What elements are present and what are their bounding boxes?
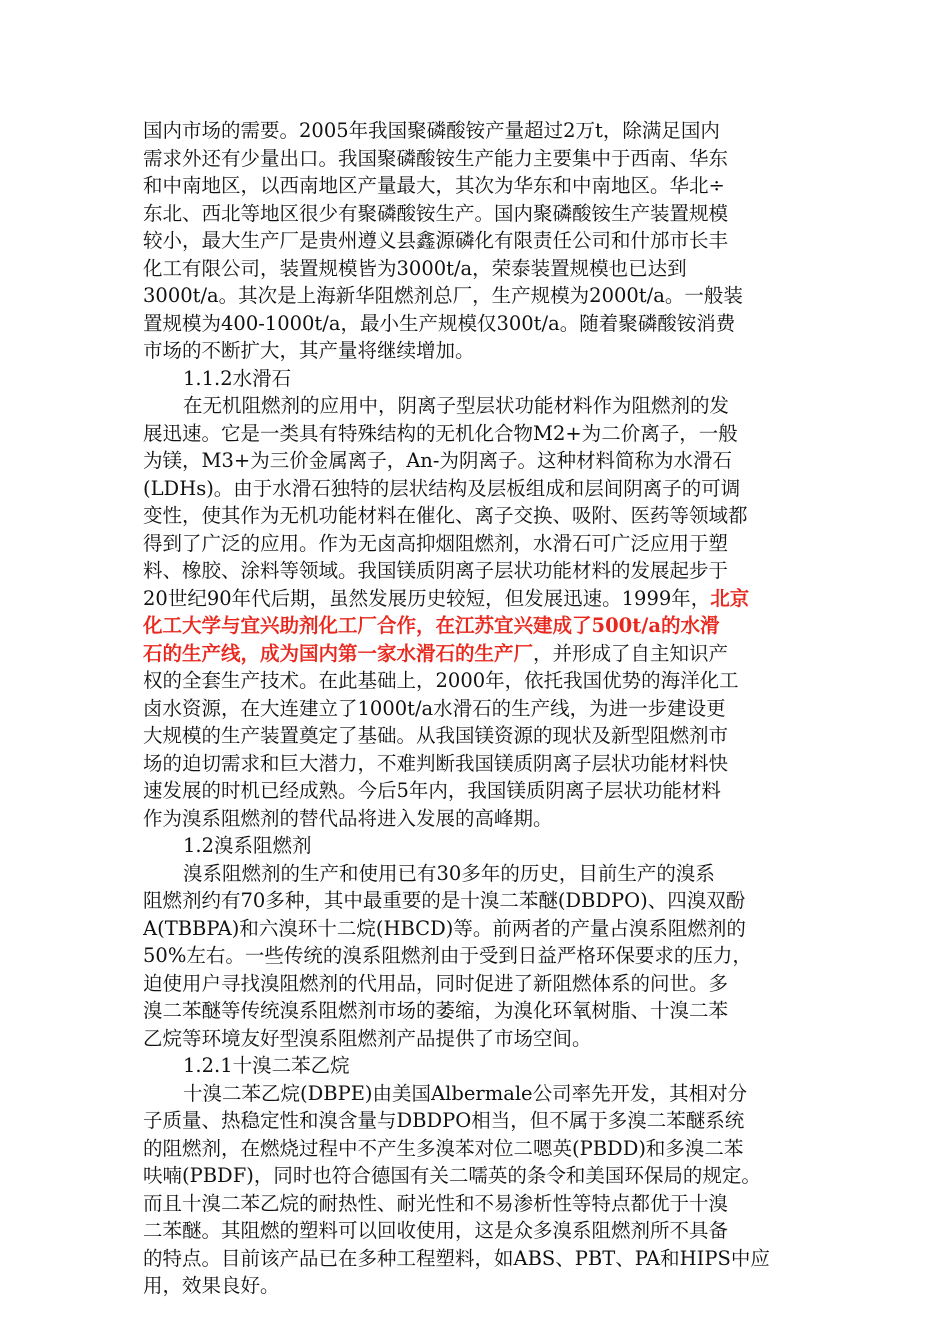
paragraph-first-line: 在无机阻燃剂的应用中，阴离子型层状功能材料作为阻燃剂的发	[183, 394, 730, 417]
text-span: 20世纪90年代后期，虽然发展历史较短，但发展迅速。1999年，	[143, 586, 711, 610]
text-line: 变性，使其作为无机功能材料在催化、离子交换、吸附、医药等领域都	[143, 504, 748, 527]
section-heading: 1.2.1十溴二苯乙烷	[183, 1054, 350, 1077]
text-line: 为镁，M3+为三价金属离子，An-为阴离子。这种材料简称为水滑石	[143, 449, 732, 472]
text-line: 得到了广泛的应用。作为无卤高抑烟阻燃剂，水滑石可广泛应用于塑	[143, 531, 729, 555]
text-line: 和中南地区，以西南地区产量最大，其次为华东和中南地区。华北÷	[143, 174, 725, 197]
text-line: 用，效果良好。	[143, 1274, 280, 1297]
section-heading: 1.2溴系阻燃剂	[183, 834, 312, 857]
text-line: 速发展的时机已经成熟。今后5年内，我国镁质阴离子层状功能材料	[143, 779, 721, 802]
text-line: 作为溴系阻燃剂的替代品将进入发展的高峰期。	[143, 806, 553, 830]
text-line: 需求外还有少量出口。我国聚磷酸铵生产能力主要集中于西南、华东	[143, 146, 729, 170]
text-line: 子质量、热稳定性和溴含量与DBDPO相当，但不属于多溴二苯醚系统	[143, 1109, 745, 1132]
text-line: 场的迫切需求和巨大潜力，不难判断我国镁质阴离子层状功能材料快	[143, 751, 729, 775]
text-line: A(TBBPA)和六溴环十二烷(HBCD)等。前两者的产量占溴系阻燃剂的	[143, 916, 746, 940]
text-line: (LDHs)。由于水滑石独特的层状结构及层板组成和层间阴离子的可调	[143, 476, 741, 500]
text-line	[143, 612, 813, 640]
highlighted-text: 化工大学与宜兴助剂化工厂合作，在江苏宜兴建成了500t/a的水滑	[143, 614, 720, 637]
text-line: 料、橡胶、涂料等领域。我国镁质阴离子层状功能材料的发展起步于	[143, 559, 729, 582]
text-line: 国内市场的需要。2005年我国聚磷酸铵产量超过2万t，除满足国内	[143, 119, 720, 142]
highlighted-text: 北京	[710, 586, 750, 610]
text-line: 权的全套生产技术。在此基础上，2000年，依托我国优势的海洋化工	[143, 669, 739, 692]
paragraph-first-line: 溴系阻燃剂的生产和使用已有30多年的历史，目前生产的溴系	[183, 861, 715, 885]
text-line: 卤水资源，在大连建立了1000t/a水滑石的生产线，为进一步建设更	[143, 696, 726, 720]
paragraph-first-line: 十溴二苯乙烷(DBPE)由美国Albermale公司率先开发，其相对分	[183, 1081, 748, 1105]
section-heading: 1.1.2水滑石	[183, 366, 292, 390]
text-line: 阻燃剂约有70多种，其中最重要的是十溴二苯醚(DBDPO)、四溴双酚	[143, 889, 746, 912]
text-line: 市场的不断扩大，其产量将继续增加。	[143, 339, 475, 362]
text-line: 的特点。目前该产品已在多种工程塑料，如ABS、PBT、PA和HIPS中应	[143, 1246, 770, 1270]
highlighted-text: 石的生产线，成为国内第一家水滑石的生产厂	[143, 641, 534, 665]
text-span: ，并形成了自主知识产	[533, 641, 729, 665]
text-line: 置规模为400-1000t/a，最小生产规模仅300t/a。随着聚磷酸铵消费	[143, 311, 736, 335]
text-line: 大规模的生产装置奠定了基础。从我国镁资源的现状及新型阻燃剂市	[143, 724, 729, 747]
text-line: 较小，最大生产厂是贵州遵义县鑫源磷化有限责任公司和什邡市长丰	[143, 229, 729, 252]
text-line	[143, 640, 813, 668]
text-line: 二苯醚。其阻燃的塑料可以回收使用，这是众多溴系阻燃剂所不具备	[143, 1219, 729, 1242]
text-line: 展迅速。它是一类具有特殊结构的无机化合物M2+为二价离子，一般	[143, 421, 738, 445]
text-line: 而且十溴二苯乙烷的耐热性、耐光性和不易渗析性等特点都优于十溴	[143, 1191, 729, 1215]
text-line: 溴二苯醚等传统溴系阻燃剂市场的萎缩，为溴化环氧树脂、十溴二苯	[143, 999, 729, 1022]
document-page	[143, 117, 813, 1300]
text-line: 3000t/a。其次是上海新华阻燃剂总厂，生产规模为2000t/a。一般装	[143, 284, 743, 307]
text-line: 东北、西北等地区很少有聚磷酸铵生产。国内聚磷酸铵生产装置规模	[143, 201, 729, 225]
text-line: 50%左右。一些传统的溴系阻燃剂由于受到日益严格环保要求的压力，	[143, 944, 752, 967]
text-line: 迫使用户寻找溴阻燃剂的代用品，同时促进了新阻燃体系的问世。多	[143, 971, 729, 995]
text-line: 乙烷等环境友好型溴系阻燃剂产品提供了市场空间。	[143, 1026, 592, 1050]
text-line: 呋喃(PBDF)，同时也符合德国有关二嚅英的条令和美国环保局的规定。	[143, 1164, 761, 1187]
text-line: 化工有限公司，装置规模皆为3000t/a，荣泰装置规模也已达到	[143, 256, 687, 280]
text-line	[143, 585, 813, 613]
text-line: 的阻燃剂，在燃烧过程中不产生多溴苯对位二嗯英(PBDD)和多溴二苯	[143, 1136, 744, 1160]
